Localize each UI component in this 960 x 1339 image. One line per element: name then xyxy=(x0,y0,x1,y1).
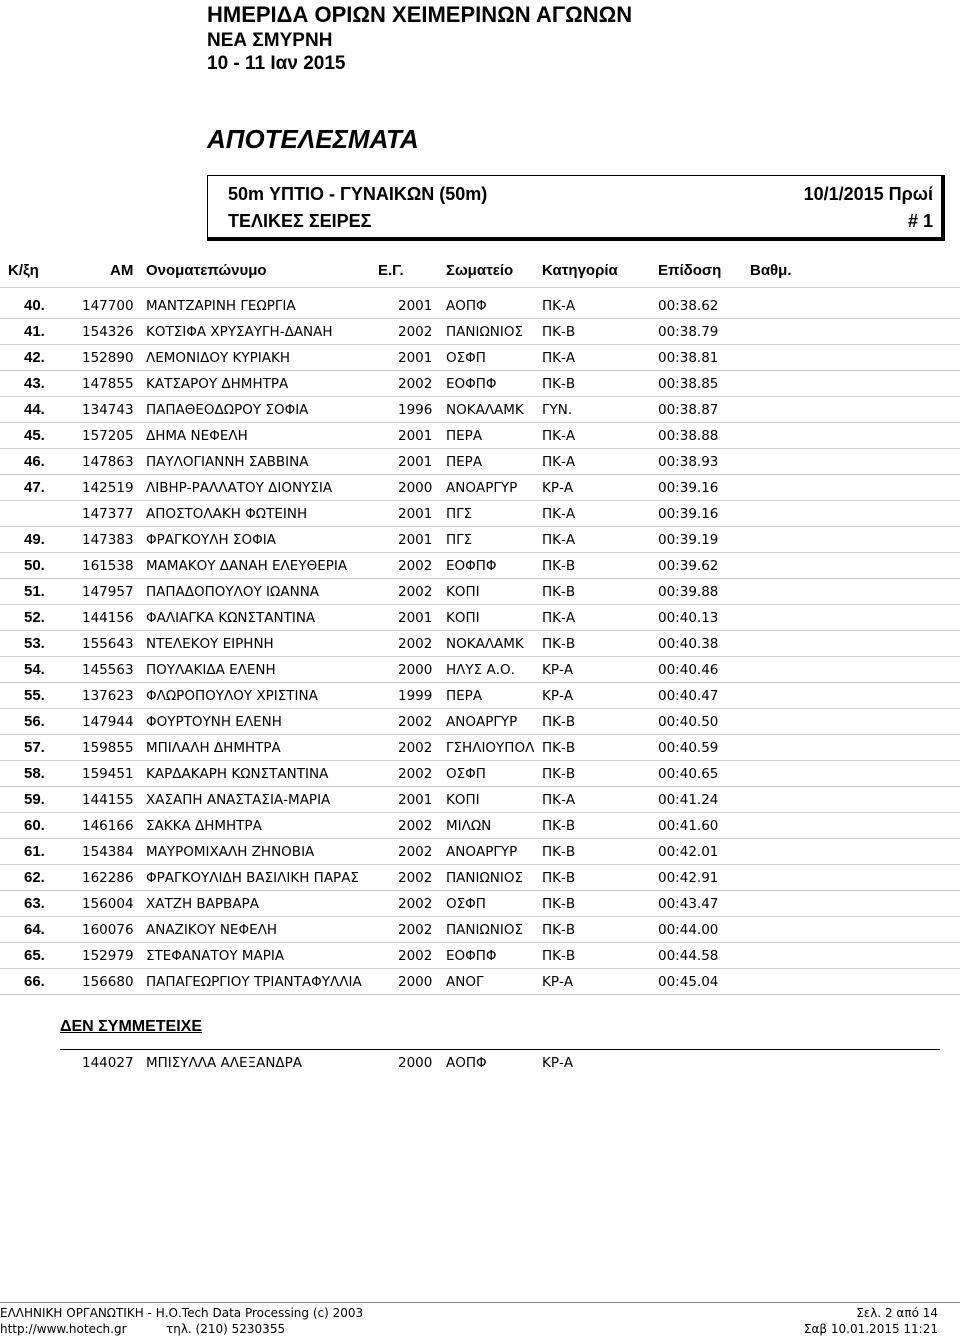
table-row xyxy=(0,475,960,501)
table-row xyxy=(0,813,960,839)
cell-year: 2000 xyxy=(398,662,433,678)
cell-category: ΠΚ-Β xyxy=(542,558,576,574)
cell-name: ΠΑΠΑΓΕΩΡΓΙΟΥ ΤΡΙΑΝΤΑΦΥΛΛΙΑ xyxy=(146,974,362,990)
event-date: 10/1/2015 Πρωί xyxy=(803,184,933,204)
cell-time: 00:39.62 xyxy=(658,558,719,574)
cell-am: 146166 xyxy=(82,818,134,834)
cell-name: ΜΑΥΡΟΜΙΧΑΛΗ ΖΗΝΟΒΙΑ xyxy=(146,844,315,860)
cell-am: 145563 xyxy=(82,662,134,678)
cell-club: ΓΣΗΛΙΟΥΠΟΛ xyxy=(446,740,535,756)
cell-rank: 51. xyxy=(24,583,45,600)
cell-name: ΦΡΑΓΚΟΥΛΙΔΗ ΒΑΣΙΛΙΚΗ ΠΑΡΑΣ xyxy=(146,870,359,886)
table-row xyxy=(0,683,960,709)
cell-year: 2002 xyxy=(398,818,433,834)
cell-am: 156004 xyxy=(82,896,134,912)
table-row xyxy=(0,345,960,371)
cell-time: 00:39.16 xyxy=(658,506,719,522)
cell-am: 155643 xyxy=(82,636,134,652)
cell-club: ΠΑΝΙΩΝΙΟΣ xyxy=(446,324,524,340)
cell-time: 00:42.91 xyxy=(658,870,719,886)
table-row xyxy=(0,579,960,605)
cell-year: 2002 xyxy=(398,714,433,730)
cell-time: 00:40.65 xyxy=(658,766,719,782)
event-round: ΤΕΛΙΚΕΣ ΣΕΙΡΕΣ xyxy=(228,211,372,231)
cell-time: 00:45.04 xyxy=(658,974,719,990)
cell-am: 147700 xyxy=(82,298,134,314)
cell-name: ΔΗΜΑ ΝΕΦΕΛΗ xyxy=(146,428,248,444)
cell-category: ΠΚ-Β xyxy=(542,740,576,756)
cell-category: ΠΚ-Β xyxy=(542,922,576,938)
cell-rank: 43. xyxy=(24,375,45,392)
cell-category: ΠΚ-Α xyxy=(542,428,576,444)
table-row xyxy=(0,449,960,475)
cell-year: 2001 xyxy=(398,350,433,366)
cell-time: 00:38.62 xyxy=(658,298,719,314)
cell-am: 147383 xyxy=(82,532,134,548)
col-rank: Κ/ξη xyxy=(8,262,39,279)
cell-category: ΠΚ-Β xyxy=(542,948,576,964)
cell-time: 00:41.60 xyxy=(658,818,719,834)
cell-club: ΚΟΠΙ xyxy=(446,610,480,626)
header-divider xyxy=(0,287,960,288)
cell-time: 00:38.81 xyxy=(658,350,719,366)
cell-name: ΠΑΠΑΘΕΟΔΩΡΟΥ ΣΟΦΙΑ xyxy=(146,402,309,418)
cell-time: 00:43.47 xyxy=(658,896,719,912)
cell-name: ΛΙΒΗΡ-ΡΑΛΛΑΤΟΥ ΔΙΟΝΥΣΙΑ xyxy=(146,480,333,496)
cell-club: ΗΛΥΣ Α.Ο. xyxy=(446,662,515,678)
table-row xyxy=(0,735,960,761)
cell-club: ΚΟΠΙ xyxy=(446,584,480,600)
cell-time: 00:40.38 xyxy=(658,636,719,652)
cell-category: ΠΚ-Α xyxy=(542,506,576,522)
cell-year: 1999 xyxy=(398,688,433,704)
table-row xyxy=(0,839,960,865)
cell-rank: 58. xyxy=(24,765,45,782)
cell-am: 147855 xyxy=(82,376,134,392)
cell-category: ΠΚ-Β xyxy=(542,324,576,340)
cell-club: ΕΟΦΠΦ xyxy=(446,376,497,392)
table-row xyxy=(0,709,960,735)
cell-time: 00:41.24 xyxy=(658,792,719,808)
cell-club: ΠΓΣ xyxy=(446,506,473,522)
cell-category: ΠΚ-Β xyxy=(542,584,576,600)
col-time: Επίδοση xyxy=(658,262,722,279)
cell-name: ΚΑΡΔΑΚΑΡΗ ΚΩΝΣΤΑΝΤΙΝΑ xyxy=(146,766,329,782)
cell-rank: 50. xyxy=(24,557,45,574)
cell-rank: 52. xyxy=(24,609,45,626)
table-row xyxy=(0,657,960,683)
cell-club: ΑΝΟΑΡΓΥΡ xyxy=(446,844,518,860)
table-row xyxy=(0,371,960,397)
cell-year: 2001 xyxy=(398,532,433,548)
table-row xyxy=(0,761,960,787)
cell-club: ΑΝΟΑΡΓΥΡ xyxy=(446,480,518,496)
cell-am: 157205 xyxy=(82,428,134,444)
cell-time: 00:38.88 xyxy=(658,428,719,444)
cell-category: ΠΚ-Β xyxy=(542,870,576,886)
cell-time: 00:38.87 xyxy=(658,402,719,418)
cell-am: 161538 xyxy=(82,558,134,574)
cell-club: ΟΣΦΠ xyxy=(446,896,486,912)
footer-divider xyxy=(0,1302,960,1303)
cell-time: 00:44.00 xyxy=(658,922,719,938)
cell-year: 2002 xyxy=(398,766,433,782)
cell-am: 147377 xyxy=(82,506,134,522)
cell-rank: 40. xyxy=(24,297,45,314)
cell-am: 134743 xyxy=(82,402,134,418)
cell-year: 2000 xyxy=(398,480,433,496)
cell-category: ΠΚ-Β xyxy=(542,844,576,860)
cell-name: ΑΝΑΖΙΚΟΥ ΝΕΦΕΛΗ xyxy=(146,922,277,938)
cell-time: 00:40.47 xyxy=(658,688,719,704)
table-row xyxy=(0,787,960,813)
cell-name: ΣΑΚΚΑ ΔΗΜΗΤΡΑ xyxy=(146,818,262,834)
cell-time: 00:38.85 xyxy=(658,376,719,392)
col-points: Βαθμ. xyxy=(750,262,792,279)
cell-name: ΣΤΕΦΑΝΑΤΟΥ ΜΑΡΙΑ xyxy=(146,948,285,964)
table-row xyxy=(0,865,960,891)
cell-category: ΠΚ-Α xyxy=(542,454,576,470)
cell-rank: 46. xyxy=(24,453,45,470)
cell-rank: 55. xyxy=(24,687,45,704)
cell-club: ΕΟΦΠΦ xyxy=(446,558,497,574)
cell-year: 2002 xyxy=(398,376,433,392)
table-row xyxy=(0,605,960,631)
cell-club: ΠΕΡΑ xyxy=(446,428,483,444)
cell-rank: 57. xyxy=(24,739,45,756)
table-row xyxy=(0,501,960,527)
cell-year: 2002 xyxy=(398,740,433,756)
cell-category: ΠΚ-Β xyxy=(542,818,576,834)
cell-rank: 41. xyxy=(24,323,45,340)
cell-rank: 62. xyxy=(24,869,45,886)
table-row xyxy=(0,423,960,449)
cell-club: ΟΣΦΠ xyxy=(446,350,486,366)
cell-name: ΚΑΤΣΑΡΟΥ ΔΗΜΗΤΡΑ xyxy=(146,376,289,392)
cell-am: 154384 xyxy=(82,844,134,860)
table-row xyxy=(60,1049,940,1075)
cell-name: ΜΑΝΤΖΑΡΙΝΗ ΓΕΩΡΓΙΑ xyxy=(146,298,296,314)
cell-am: 152979 xyxy=(82,948,134,964)
cell-category: ΠΚ-Α xyxy=(542,350,576,366)
cell-rank: 64. xyxy=(24,921,45,938)
cell-club: ΝΟΚΑΛΑΜΚ xyxy=(446,402,524,418)
cell-category: ΠΚ-Β xyxy=(542,896,576,912)
cell-am: 159451 xyxy=(82,766,134,782)
cell-rank: 53. xyxy=(24,635,45,652)
cell-club: ΠΕΡΑ xyxy=(446,454,483,470)
cell-rank: 45. xyxy=(24,427,45,444)
cell-time: 00:40.59 xyxy=(658,740,719,756)
cell-am: 160076 xyxy=(82,922,134,938)
cell-name: ΑΠΟΣΤΟΛΑΚΗ ΦΩΤΕΙΝΗ xyxy=(146,506,308,522)
cell-am: 142519 xyxy=(82,480,134,496)
meet-city: ΝΕΑ ΣΜΥΡΝΗ xyxy=(207,30,333,51)
cell-year: 2002 xyxy=(398,896,433,912)
cell-category: ΓΥΝ. xyxy=(542,402,573,418)
table-row xyxy=(0,917,960,943)
cell-am: 144027 xyxy=(82,1055,134,1071)
cell-name: ΦΟΥΡΤΟΥΝΗ ΕΛΕΝΗ xyxy=(146,714,282,730)
cell-rank: 65. xyxy=(24,947,45,964)
event-heat: # 1 xyxy=(907,211,933,231)
cell-name: ΦΡΑΓΚΟΥΛΗ ΣΟΦΙΑ xyxy=(146,532,276,548)
footer-phone: τηλ. (210) 5230355 xyxy=(166,1322,286,1336)
cell-rank: 63. xyxy=(24,895,45,912)
cell-name: ΠΑΠΑΔΟΠΟΥΛΟΥ ΙΩΑΝΝΑ xyxy=(146,584,320,600)
cell-am: 144156 xyxy=(82,610,134,626)
cell-name: ΜΠΙΛΑΛΗ ΔΗΜΗΤΡΑ xyxy=(146,740,281,756)
cell-year: 2002 xyxy=(398,584,433,600)
col-name: Ονοματεπώνυμο xyxy=(146,262,267,279)
cell-club: ΟΣΦΠ xyxy=(446,766,486,782)
cell-rank: 54. xyxy=(24,661,45,678)
cell-year: 2001 xyxy=(398,610,433,626)
cell-time: 00:40.46 xyxy=(658,662,719,678)
cell-category: ΠΚ-Α xyxy=(542,610,576,626)
cell-name: ΦΛΩΡΟΠΟΥΛΟΥ ΧΡΙΣΤΙΝΑ xyxy=(146,688,318,704)
table-row xyxy=(0,553,960,579)
cell-name: ΜΑΜΑΚΟΥ ΔΑΝΑΗ ΕΛΕΥΘΕΡΙΑ xyxy=(146,558,348,574)
table-row xyxy=(0,631,960,657)
cell-rank: 66. xyxy=(24,973,45,990)
cell-year: 2000 xyxy=(398,1055,433,1071)
cell-am: 159855 xyxy=(82,740,134,756)
table-row xyxy=(0,527,960,553)
cell-time: 00:40.50 xyxy=(658,714,719,730)
cell-rank: 42. xyxy=(24,349,45,366)
cell-club: ΕΟΦΠΦ xyxy=(446,948,497,964)
cell-club: ΑΝΟΑΡΓΥΡ xyxy=(446,714,518,730)
cell-name: ΠΟΥΛΑΚΙΔΑ ΕΛΕΝΗ xyxy=(146,662,276,678)
cell-name: ΦΑΛΙΑΓΚΑ ΚΩΝΣΤΑΝΤΙΝΑ xyxy=(146,610,316,626)
dns-title: ΔΕΝ ΣΥΜΜΕΤΕΙΧΕ xyxy=(60,1018,203,1035)
cell-rank: 61. xyxy=(24,843,45,860)
cell-name: ΧΑΤΖΗ ΒΑΡΒΑΡΑ xyxy=(146,896,259,912)
cell-year: 2001 xyxy=(398,298,433,314)
table-row xyxy=(0,943,960,969)
cell-category: ΠΚ-Β xyxy=(542,376,576,392)
cell-name: ΠΑΥΛΟΓΙΑΝΝΗ ΣΑΒΒΙΝΑ xyxy=(146,454,309,470)
cell-club: ΠΕΡΑ xyxy=(446,688,483,704)
cell-year: 2002 xyxy=(398,870,433,886)
table-row xyxy=(0,319,960,345)
footer-org: ΕΛΛΗΝΙΚΗ ΟΡΓΑΝΩΤΙΚΗ - Η.Ο.Tech Data Processing (c) 2003 xyxy=(0,1306,364,1320)
cell-time: 00:38.93 xyxy=(658,454,719,470)
table-row xyxy=(0,293,960,319)
cell-club: ΠΑΝΙΩΝΙΟΣ xyxy=(446,870,524,886)
cell-time: 00:39.19 xyxy=(658,532,719,548)
cell-category: ΠΚ-Α xyxy=(542,532,576,548)
cell-year: 2002 xyxy=(398,636,433,652)
cell-year: 2001 xyxy=(398,792,433,808)
footer-timestamp: Σαβ 10.01.2015 11:21 xyxy=(803,1322,938,1336)
cell-rank: 49. xyxy=(24,531,45,548)
cell-category: ΚΡ-Α xyxy=(542,688,574,704)
cell-am: 137623 xyxy=(82,688,134,704)
cell-time: 00:39.88 xyxy=(658,584,719,600)
cell-time: 00:40.13 xyxy=(658,610,719,626)
cell-club: ΑΟΠΦ xyxy=(446,1055,487,1071)
cell-category: ΠΚ-Β xyxy=(542,636,576,652)
cell-club: ΜΙΛΩΝ xyxy=(446,818,492,834)
cell-club: ΑΟΠΦ xyxy=(446,298,487,314)
meet-title: ΗΜΕΡΙΔΑ ΟΡΙΩΝ ΧΕΙΜΕΡΙΝΩΝ ΑΓΩΝΩΝ xyxy=(207,2,633,27)
cell-year: 2002 xyxy=(398,558,433,574)
cell-category: ΠΚ-Α xyxy=(542,298,576,314)
cell-year: 2002 xyxy=(398,922,433,938)
table-row xyxy=(0,891,960,917)
cell-name: ΛΕΜΟΝΙΔΟΥ ΚΥΡΙΑΚΗ xyxy=(146,350,290,366)
cell-club: ΠΑΝΙΩΝΙΟΣ xyxy=(446,922,524,938)
cell-rank: 60. xyxy=(24,817,45,834)
cell-am: 154326 xyxy=(82,324,134,340)
cell-category: ΚΡ-Α xyxy=(542,662,574,678)
cell-category: ΚΡ-Α xyxy=(542,1055,574,1071)
cell-year: 2002 xyxy=(398,324,433,340)
results-heading: ΑΠΟΤΕΛΕΣΜΑΤΑ xyxy=(207,124,419,154)
cell-am: 152890 xyxy=(82,350,134,366)
cell-am: 147944 xyxy=(82,714,134,730)
event-name: 50m ΥΠΤΙΟ - ΓΥΝΑΙΚΩΝ (50m) xyxy=(228,184,488,204)
cell-rank: 59. xyxy=(24,791,45,808)
cell-year: 2002 xyxy=(398,948,433,964)
cell-name: ΚΟΤΣΙΦΑ ΧΡΥΣΑΥΓΗ-ΔΑΝΑΗ xyxy=(146,324,333,340)
cell-year: 2001 xyxy=(398,454,433,470)
cell-time: 00:44.58 xyxy=(658,948,719,964)
cell-am: 156680 xyxy=(82,974,134,990)
cell-time: 00:42.01 xyxy=(658,844,719,860)
cell-year: 1996 xyxy=(398,402,433,418)
cell-rank: 56. xyxy=(24,713,45,730)
cell-am: 147957 xyxy=(82,584,134,600)
cell-category: ΠΚ-Β xyxy=(542,766,576,782)
footer-web[interactable]: http://www.hotech.gr xyxy=(0,1322,127,1336)
cell-name: ΝΤΕΛΕΚΟΥ ΕΙΡΗΝΗ xyxy=(146,636,274,652)
cell-club: ΑΝΟΓ xyxy=(446,974,484,990)
col-am: ΑΜ xyxy=(110,262,134,279)
col-year: Ε.Γ. xyxy=(378,262,404,279)
cell-club: ΚΟΠΙ xyxy=(446,792,480,808)
cell-time: 00:38.79 xyxy=(658,324,719,340)
col-category: Κατηγορία xyxy=(542,262,618,279)
cell-rank: 47. xyxy=(24,479,45,496)
cell-club: ΠΓΣ xyxy=(446,532,473,548)
cell-name: ΜΠΙΣΥΛΛΑ ΑΛΕΞΑΝΔΡΑ xyxy=(146,1055,303,1071)
cell-year: 2002 xyxy=(398,844,433,860)
event-box xyxy=(207,175,945,241)
cell-am: 162286 xyxy=(82,870,134,886)
cell-time: 00:39.16 xyxy=(658,480,719,496)
footer-page: Σελ. 2 από 14 xyxy=(856,1306,938,1320)
cell-name: ΧΑΣΑΠΗ ΑΝΑΣΤΑΣΙΑ-ΜΑΡΙΑ xyxy=(146,792,331,808)
cell-category: ΚΡ-Α xyxy=(542,480,574,496)
meet-dates: 10 - 11 Ιαν 2015 xyxy=(207,53,346,74)
cell-category: ΚΡ-Α xyxy=(542,974,574,990)
table-row xyxy=(0,969,960,995)
cell-category: ΠΚ-Α xyxy=(542,792,576,808)
cell-year: 2000 xyxy=(398,974,433,990)
col-club: Σωματείο xyxy=(446,262,514,279)
cell-am: 147863 xyxy=(82,454,134,470)
cell-category: ΠΚ-Β xyxy=(542,714,576,730)
cell-rank: 44. xyxy=(24,401,45,418)
cell-year: 2001 xyxy=(398,506,433,522)
cell-am: 144155 xyxy=(82,792,134,808)
cell-club: ΝΟΚΑΛΑΜΚ xyxy=(446,636,524,652)
table-row xyxy=(0,397,960,423)
cell-year: 2001 xyxy=(398,428,433,444)
